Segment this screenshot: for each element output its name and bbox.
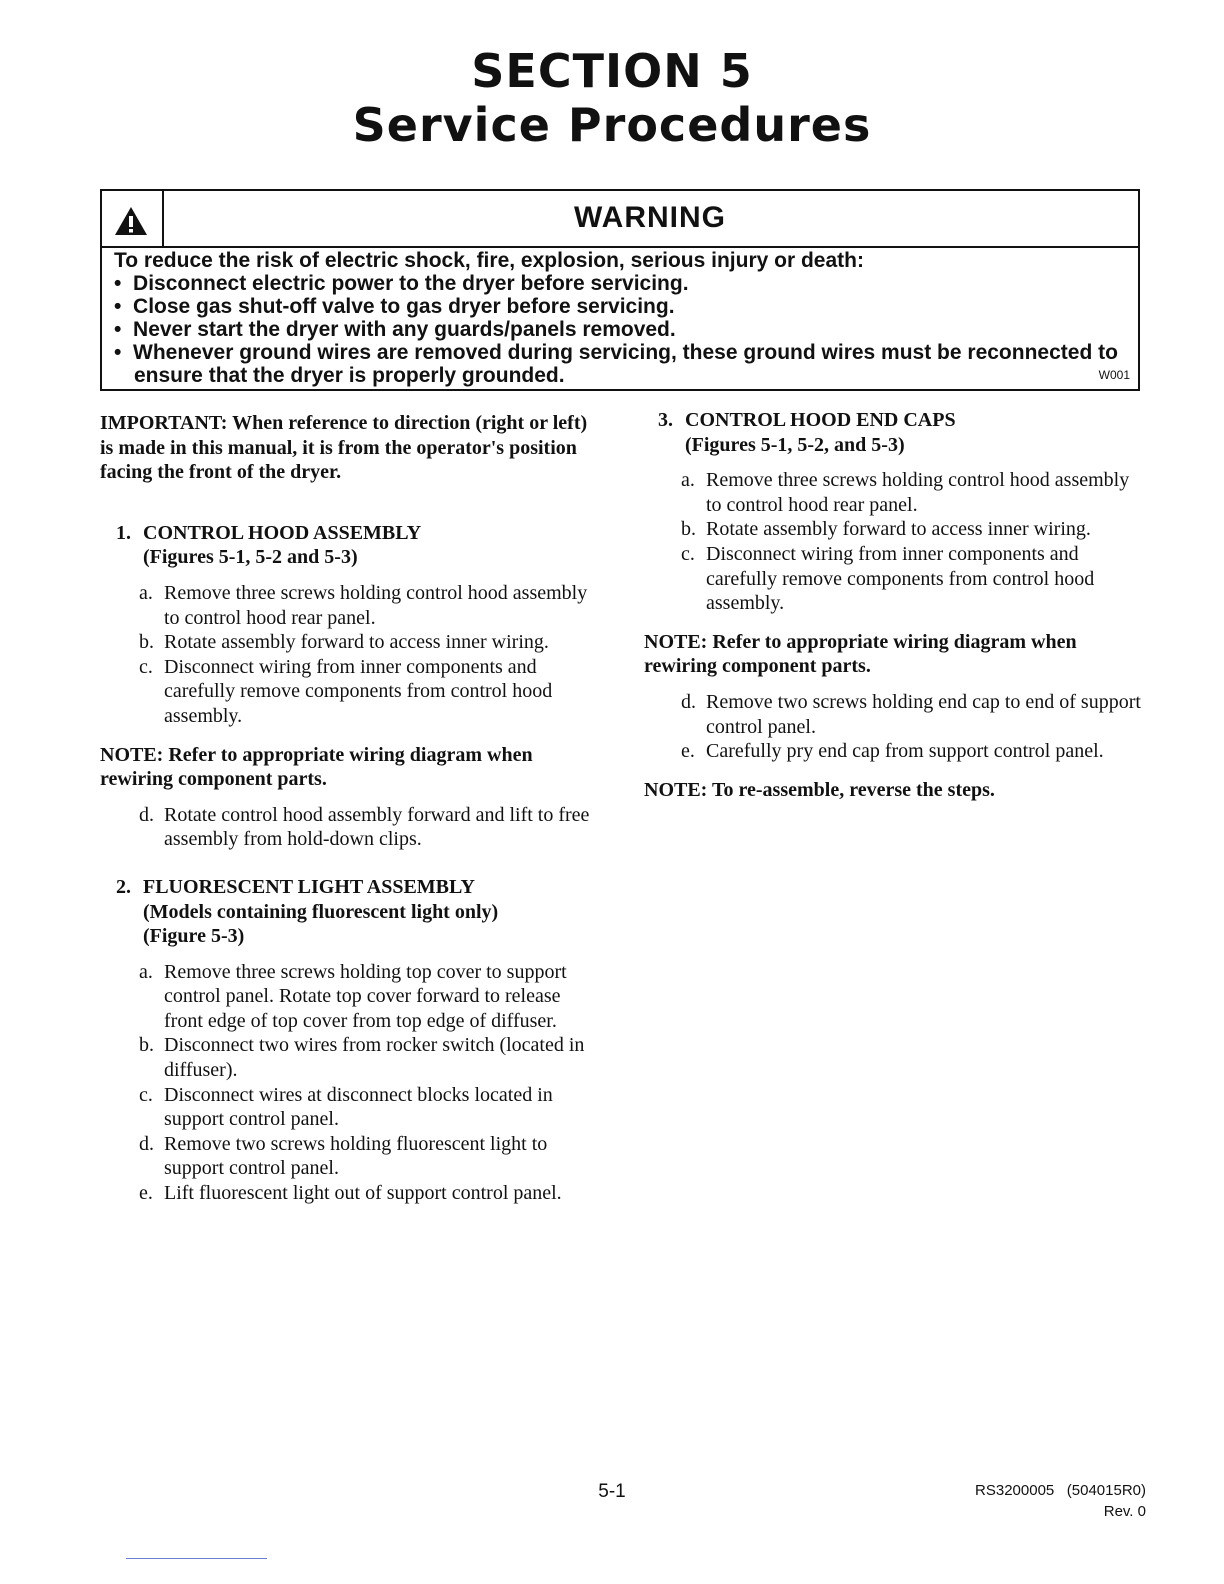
- bullet: •: [114, 295, 122, 318]
- document-number: RS3200005 (504015R0): [975, 1482, 1146, 1499]
- list-item: e. Lift fluorescent light out of support control panel.: [139, 1182, 562, 1205]
- section-heading: [658, 408, 1144, 457]
- section-control-hood-end-caps: [644, 408, 1144, 616]
- right-column: [644, 408, 1144, 802]
- wiring-note: NOTE: Refer to appropriate wiring diagram when rewiring component parts.: [644, 630, 1077, 678]
- bullet: •: [114, 272, 122, 295]
- section-number: SECTION 5: [471, 44, 753, 98]
- page-number: 5-1: [598, 1481, 626, 1502]
- wiring-note: NOTE: Refer to appropriate wiring diagram when rewiring component parts.: [100, 743, 533, 791]
- footer-rule: [126, 1558, 267, 1559]
- section-number: 1.: [116, 521, 131, 544]
- list-item: d. Remove two screws holding end cap to end of support control panel.: [681, 690, 1141, 738]
- document-id: [975, 1480, 1146, 1522]
- section-heading-subtitle: (Figure 5-3): [143, 925, 245, 948]
- revision: Rev. 0: [1103, 1503, 1146, 1520]
- warning-code: W001: [1098, 368, 1130, 382]
- list-item: a. Remove three screws holding top cover to support control panel. Rotate top cover forward to release front edge of top cover from top edge of diffuser.: [139, 960, 567, 1032]
- warning-item: • Close gas shut-off valve to gas dryer before servicing.: [114, 295, 675, 318]
- section-heading-subtitle: (Models containing fluorescent light only): [143, 900, 499, 923]
- section-heading-title: CONTROL HOOD END CAPS: [685, 409, 956, 431]
- warning-intro: To reduce the risk of electric shock, fire, explosion, serious injury or death:: [114, 249, 864, 272]
- list-item: b. Rotate assembly forward to access inner wiring.: [681, 518, 1091, 541]
- warning-header: [102, 191, 1138, 248]
- section-number: 3.: [658, 409, 673, 431]
- warning-triangle-icon: [113, 205, 149, 237]
- section-heading-title: FLUORESCENT LIGHT ASSEMBLY: [143, 875, 475, 898]
- list-item: c. Disconnect wiring from inner components and carefully remove components from control hood assembly.: [681, 542, 1095, 615]
- list-item: b. Rotate assembly forward to access inner wiring.: [139, 631, 549, 654]
- section-fluorescent-light-assembly: [100, 875, 600, 1206]
- list-item: c. Disconnect wires at disconnect blocks located in support control panel.: [139, 1083, 553, 1131]
- section-title: Service Procedures: [352, 98, 872, 152]
- warning-item: • Never start the dryer with any guards/panels removed.: [114, 318, 676, 341]
- warning-title: WARNING: [574, 201, 726, 234]
- reassemble-note: NOTE: To re-assemble, reverse the steps.: [644, 778, 995, 801]
- list-item: e. Carefully pry end cap from support control panel.: [681, 740, 1104, 763]
- section-heading-subtitle: (Figures 5-1, 5-2, and 5-3): [685, 433, 905, 456]
- list-item: a. Remove three screws holding control hood assembly to control hood rear panel.: [681, 469, 1130, 516]
- list-item: c. Disconnect wiring from inner components and carefully remove components from control hood assembly.: [139, 655, 553, 727]
- bullet: •: [114, 318, 122, 341]
- section-number: 2.: [116, 875, 131, 898]
- warning-item: • Disconnect electric power to the dryer before servicing.: [114, 272, 689, 295]
- section-heading-subtitle: (Figures 5-1, 5-2 and 5-3): [143, 546, 358, 569]
- section-heading: [116, 521, 600, 570]
- section-heading: [116, 875, 600, 949]
- section-control-hood-assembly: [100, 521, 600, 729]
- warning-icon-cell: [102, 191, 164, 246]
- warning-box: [100, 189, 1140, 391]
- page-title: [0, 44, 1224, 152]
- left-column: [100, 411, 600, 1206]
- section-heading-title: CONTROL HOOD ASSEMBLY: [143, 521, 422, 544]
- important-note: IMPORTANT: When reference to direction (right or left) is made in this manual, it is from the operator's position facing the front of the dryer.: [100, 412, 588, 484]
- list-item: a. Remove three screws holding control hood assembly to control hood rear panel.: [139, 581, 588, 629]
- list-item: b. Disconnect two wires from rocker switch (located in diffuser).: [139, 1034, 585, 1082]
- list-item: d. Remove two screws holding fluorescent light to support control panel.: [139, 1132, 548, 1180]
- warning-item: • Whenever ground wires are removed during servicing, these ground wires must be reconnected to ensure that the dryer is properly grounded.: [114, 341, 1118, 387]
- warning-body: [114, 249, 1124, 387]
- list-item: d. Rotate control hood assembly forward and lift to free assembly from hold-down clips.: [139, 803, 590, 851]
- bullet: •: [114, 341, 122, 364]
